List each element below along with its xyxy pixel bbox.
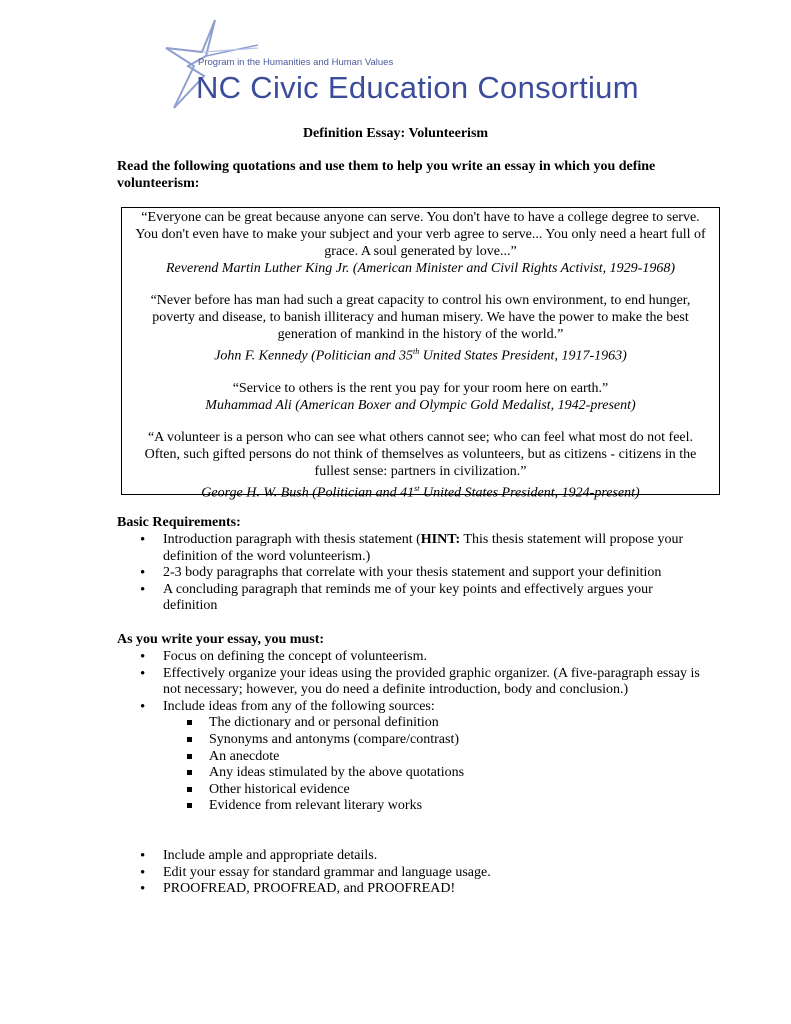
quote-bush [122, 429, 719, 502]
intro-text: Read the following quotations and use them to help you write an essay in which you define volunteerism: [117, 159, 656, 191]
list-item [140, 699, 700, 815]
page-title: Definition Essay: Volunteerism [302, 126, 489, 141]
basic-requirements-list [140, 532, 700, 615]
quote-jfk [122, 292, 719, 365]
author-name: John F. Kennedy (Politician and 35 [214, 348, 414, 364]
item-text: This thesis statement will propose your definition of the word volunteerism.) [163, 532, 684, 564]
list-item: • A concluding paragraph that reminds me of your key points and effectively argues your definition [140, 582, 700, 615]
logo [160, 14, 639, 114]
list-item: • Focus on defining the concept of volunteerism. [140, 649, 700, 666]
quote-author: Muhammad Ali (American Boxer and Olympic Gold Medalist, 1942-present) [205, 397, 636, 413]
source-item: Any ideas stimulated by the above quotations [186, 765, 700, 782]
quote-author [122, 480, 719, 502]
must-heading: As you write your essay, you must: [117, 632, 325, 647]
ordinal-suffix: th [413, 347, 420, 356]
sources-list [163, 715, 700, 815]
ordinal-suffix: st [414, 483, 420, 493]
list-item: • Include ample and appropriate details. [140, 848, 700, 865]
quote-line: You don't even have to make your subject and your verb agree to serve... You only need a heart full of [135, 227, 706, 242]
must-list [140, 649, 700, 815]
quote-line: grace. A soul generated by love...” [324, 244, 517, 259]
quote-line: fullest sense: partners in civilization.” [314, 463, 527, 479]
source-item: Evidence from relevant literary works [186, 798, 700, 815]
author-desc: United States President, 1917-1963) [419, 348, 627, 364]
list-item: • Edit your essay for standard grammar and language usage. [140, 865, 700, 882]
source-item: An anecdote [186, 749, 700, 766]
quote-line: “Everyone can be great because anyone can serve. You don't have to have a college degree to serve. [141, 210, 700, 225]
logo-subtitle: Program in the Humanities and Human Values [198, 57, 394, 68]
quote-line: “Service to others is the rent you pay for your room here on earth.” [232, 380, 609, 396]
quote-author [122, 343, 719, 365]
list-item: • PROOFREAD, PROOFREAD, and PROOFREAD! [140, 881, 700, 898]
source-item: The dictionary and or personal definition [186, 715, 700, 732]
quote-line: poverty and disease, to banish illiteracy and human misery. We have the power to make the best [152, 310, 689, 325]
final-list [140, 848, 700, 898]
quote-line: generation of mankind in the history of the world.” [277, 327, 564, 342]
quote-line: “Never before has man had such a great capacity to control his own environment, to end hunger, [150, 293, 691, 308]
list-item: • 2-3 body paragraphs that correlate with your thesis statement and support your definition [140, 565, 700, 582]
item-text: Include ideas from any of the following sources: [163, 698, 435, 714]
logo-name: NC Civic Education Consortium [196, 70, 639, 105]
quote-mlk [122, 209, 719, 277]
quotes-box [121, 207, 720, 501]
quote-line: “A volunteer is a person who can see what others cannot see; who can feel what most do not feel. [147, 429, 694, 445]
quote-line: Often, such gifted persons do not think of themselves as volunteers, but as citizens - citizens in the [144, 446, 697, 462]
list-item: • Effectively organize your ideas using the provided graphic organizer. (A five-paragraph essay is not necessary; however, you do need a definite introduction, body and conclusion.) [140, 666, 700, 699]
author-desc: United States President, 1924-present) [419, 485, 640, 501]
author-name: George H. W. Bush (Politician and 41 [201, 485, 415, 501]
hint-label: HINT: [420, 532, 461, 547]
item-text: Introduction paragraph with thesis statement ( [163, 532, 421, 547]
basic-requirements-heading: Basic Requirements: [117, 515, 241, 530]
list-item [140, 532, 700, 565]
quote-ali [122, 380, 719, 414]
source-item: Synonyms and antonyms (compare/contrast) [186, 732, 700, 749]
quote-author: Reverend Martin Luther King Jr. (American Minister and Civil Rights Activist, 1929-1968) [166, 261, 675, 276]
source-item: Other historical evidence [186, 782, 700, 799]
